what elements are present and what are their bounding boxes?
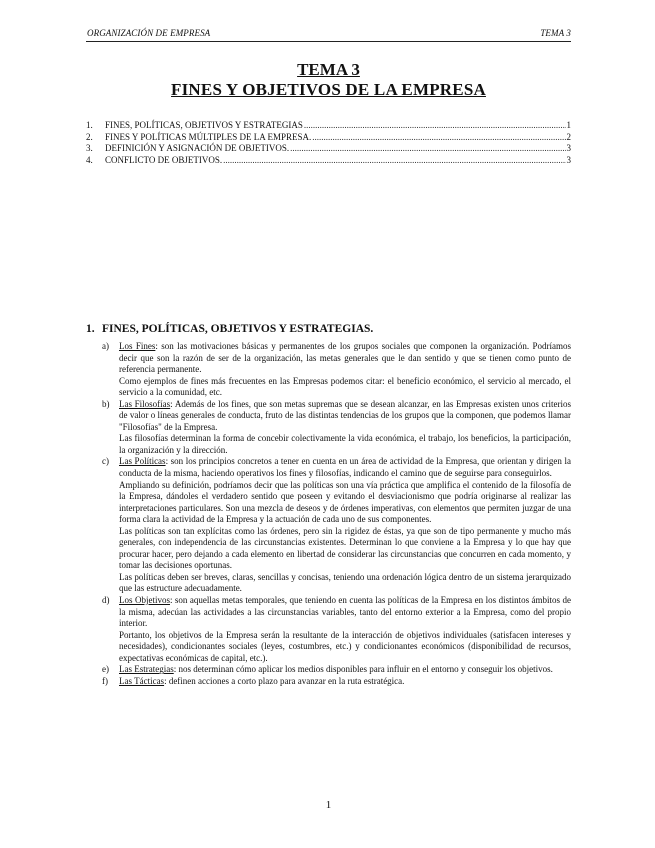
- paragraph: [119, 595, 571, 630]
- list-marker: f): [102, 675, 108, 686]
- list-marker: c): [102, 456, 109, 467]
- section-heading: [86, 323, 373, 335]
- section-item-list: [102, 341, 571, 687]
- running-header-right: TEMA 3: [540, 28, 571, 38]
- list-item-body: [119, 595, 571, 664]
- paragraph: Portanto, los objetivos de la Empresa serán la resultante de la interacción de objetivos individuales (satisfacen intereses y necesidades), condicionantes sociales (leyes, costumbres, etc.) y condicionantes económicos (disponibilidad de recursos, expectativas económicas de capital, etc.).: [119, 629, 571, 663]
- list-item-objetivos: [102, 595, 571, 664]
- list-item-body: [119, 341, 571, 399]
- toc-entry-page: 2: [566, 131, 571, 142]
- toc-entry-number: 4.: [86, 154, 93, 165]
- toc-entry[interactable]: [86, 120, 571, 132]
- paragraph: Ampliando su definición, podríamos decir que las políticas son una vía práctica que amplifica el contenido de la filosofía de la Empresa, dándoles el verdadero sentido que poseen y evitando el desviacionismo que podría originarse al realizar las interpretaciones particulares. Son una mezcla de deseos y de órdenes imperativas, con elementos que permiten juzgar de una forma clara la actividad de la Empresa y la actuación de cada uno de sus componentes.: [119, 479, 571, 525]
- list-marker: a): [102, 341, 109, 351]
- paragraph-text: : son aquellas metas temporales, que teniendo en cuenta las políticas de la Empresa en los distintos ámbitos de la misma, adecúan las actividades a las circunstancias variables, tanto del entorno exterior a la Empresa, como del propio interior.: [119, 595, 571, 629]
- section-number: 1.: [86, 323, 95, 335]
- toc-dot-leader: [223, 155, 565, 167]
- paragraph: [119, 341, 571, 376]
- term-label: Las Filosofías: [119, 398, 171, 409]
- list-marker: b): [102, 398, 110, 409]
- list-item-fines: [102, 341, 571, 399]
- paragraph-text: : son las motivaciones básicas y permanentes de los grupos sociales que componen la organización. Podríamos decir que son la razón de ser de la organización, las metas generales que le dan sentido y que se tienen como punto de referencia permanente.: [119, 341, 571, 375]
- list-item-politicas: [102, 456, 571, 595]
- term-label: Las Políticas: [119, 456, 166, 467]
- term-label: Los Fines: [119, 341, 156, 351]
- page-title: TEMA 3: [297, 60, 360, 79]
- list-item-body: [119, 456, 571, 595]
- toc-entry[interactable]: [86, 132, 571, 144]
- toc-dot-leader: [312, 132, 565, 144]
- paragraph: [119, 676, 571, 688]
- page-number: 1: [325, 799, 332, 811]
- page-subtitle: FINES Y OBJETIVOS DE LA EMPRESA: [171, 80, 486, 99]
- toc-entry[interactable]: [86, 155, 571, 167]
- list-item-estrategias: [102, 664, 571, 676]
- list-item-filosofias: [102, 399, 571, 457]
- paragraph: [119, 664, 571, 676]
- toc-entry-page: 3: [566, 143, 571, 154]
- toc-entry-number: 1.: [86, 120, 93, 130]
- toc-entry-number: 3.: [86, 143, 93, 154]
- toc-entry-title: DEFINICIÓN Y ASIGNACIÓN DE OBJETIVOS.: [105, 143, 290, 154]
- list-item-tacticas: [102, 676, 571, 688]
- toc-entry-title: FINES, POLÍTICAS, OBJETIVOS Y ESTRATEGIAS: [105, 120, 303, 130]
- paragraph: [119, 399, 571, 434]
- term-label: Las Estrategias: [119, 664, 174, 675]
- paragraph-text: : definen acciones a corto plazo para avanzar en la ruta estratégica.: [164, 675, 405, 686]
- toc-entry-title: FINES Y POLÍTICAS MÚLTIPLES DE LA EMPRESA.: [105, 131, 312, 142]
- paragraph: Como ejemplos de fines más frecuentes en las Empresas podemos citar: el beneficio económico, el servicio al mercado, el servicio a la comunidad, etc.: [119, 375, 571, 398]
- paragraph: Las políticas deben ser breves, claras, sencillas y concisas, teniendo una ordenación lógica dentro de un sistema jerarquizado que las estructure adecuadamente.: [119, 571, 571, 594]
- section-title: FINES, POLÍTICAS, OBJETIVOS Y ESTRATEGIAS.: [102, 323, 374, 335]
- toc-entry-page: 1: [566, 120, 571, 130]
- header-rule: [86, 41, 571, 42]
- toc-dot-leader: [290, 143, 565, 155]
- list-item-body: [119, 664, 571, 676]
- paragraph-text: : son los principios concretos a tener en cuenta en un área de actividad de la Empresa, que orientan y dirigen la conducta de la misma, haciendo operativos los fines y filosofías, indicando el camino que de seguirse para conseguirlos.: [119, 456, 571, 479]
- list-item-body: [119, 399, 571, 457]
- list-marker: e): [102, 664, 109, 675]
- running-header-left: ORGANIZACIÓN DE EMPRESA: [87, 28, 211, 38]
- toc-entry[interactable]: [86, 143, 571, 155]
- paragraph: Las políticas son tan explícitas como las órdenes, pero sin la rigidez de éstas, ya que son de tipo permanente y mucho más generales, con independencia de las circunstancias existentes. Determinan lo que conviene a la Empresa y lo que hay que procurar hacer, pero dejando a cada elemento en libertad de considerar las circunstancias que concurren en cada momento, y tomar las decisiones oportunas.: [119, 525, 571, 571]
- paragraph-text: : Además de los fines, que son metas supremas que se desean alcanzar, en las Empresas existen unos criterios de valor o líneas generales de conducta, fruto de las distintas tendencias de los grupos que la componen, que podemos llamar "Filosofías" de la Empresa.: [119, 398, 571, 432]
- paragraph: Las filosofías determinan la forma de concebir colectivamente la vida económica, el trabajo, los beneficios, la participación, la organización y la dirección.: [119, 433, 571, 455]
- table-of-contents: [86, 120, 571, 166]
- paragraph: [119, 456, 571, 479]
- toc-dot-leader: [304, 120, 566, 132]
- toc-entry-number: 2.: [86, 131, 93, 142]
- toc-entry-page: 3: [566, 154, 571, 165]
- term-label: Los Objetivos: [119, 595, 170, 606]
- term-label: Las Tácticas: [119, 675, 165, 686]
- list-item-body: [119, 676, 571, 688]
- paragraph-text: : nos determinan cómo aplicar los medios disponibles para influir en el entorno y conseguir los objetivos.: [173, 664, 553, 675]
- toc-entry-title: CONFLICTO DE OBJETIVOS.: [105, 154, 223, 165]
- list-marker: d): [102, 595, 110, 606]
